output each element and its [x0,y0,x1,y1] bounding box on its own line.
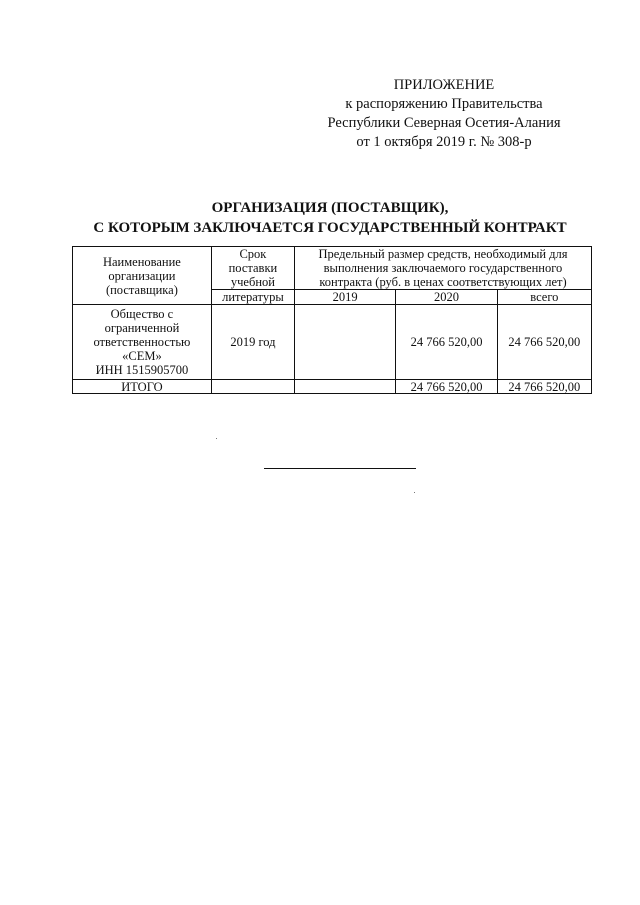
total-delivery-term [211,380,294,394]
org-inn: ИНН 1515905700 [95,363,189,377]
header-total: всего [497,290,591,305]
table-row [73,305,592,380]
org-line: ответственностью [93,335,191,349]
appendix-title: ПРИЛОЖЕНИЕ [393,77,495,93]
header-delivery-term: Срок поставки учебной [211,247,294,290]
document-title-line-1: ОРГАНИЗАЦИЯ (ПОСТАВЩИК), [211,200,449,216]
cell-organization [73,305,212,380]
total-year-2020: 24 766 520,00 [396,380,497,394]
appendix-order-ref: к распоряжению Правительства [345,96,543,112]
header-delivery-term-tail: литературы [211,290,294,305]
scan-speck [414,492,415,493]
header-year-2019: 2019 [294,290,395,305]
org-line: Общество с [110,307,174,321]
table-total-row [73,380,592,394]
header-funding-limit: Предельный размер средств, необходимый для выполнения заключаемого государственного контракта (руб. в ценах соответствующих лет) [294,247,591,290]
org-line: «СЕМ» [122,349,162,363]
cell-total: 24 766 520,00 [497,305,591,380]
contract-table [72,246,592,394]
total-label: ИТОГО [73,380,212,394]
header-year-2020: 2020 [396,290,497,305]
org-line: ограниченной [104,321,180,335]
closing-line [264,468,416,469]
appendix-date-number: от 1 октября 2019 г. № 308-р [356,134,532,150]
cell-year-2020: 24 766 520,00 [396,305,497,380]
cell-year-2019 [294,305,395,380]
header-organization: Наименование организации (поставщика) [73,247,212,305]
total-sum: 24 766 520,00 [497,380,591,394]
appendix-government: Республики Северная Осетия-Алания [327,115,561,131]
appendix-block [300,76,588,152]
cell-delivery-term: 2019 год [211,305,294,380]
document-title-line-2: С КОТОРЫМ ЗАКЛЮЧАЕТСЯ ГОСУДАРСТВЕННЫЙ КОНТРАКТ [93,220,567,236]
scan-speck [216,438,217,439]
table-header-row [73,247,592,290]
document-title [60,198,600,238]
total-year-2019 [294,380,395,394]
